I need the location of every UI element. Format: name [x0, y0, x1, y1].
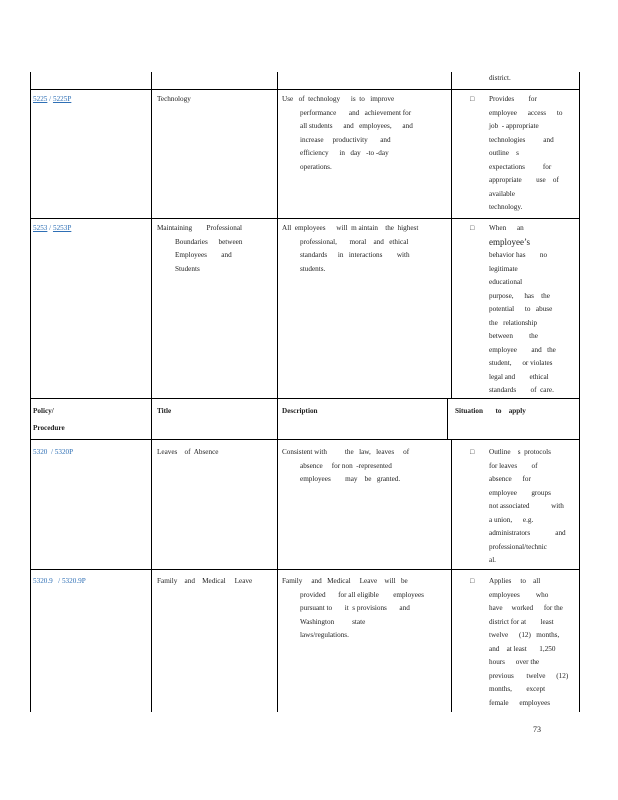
title-cell: Leaves of Absence	[157, 448, 219, 456]
description-cell	[282, 446, 442, 487]
situation-line: employee’s	[489, 236, 530, 247]
situation-line: job - appropriate	[489, 122, 539, 130]
situation-line: between the	[489, 332, 538, 340]
header-title: Title	[157, 407, 172, 415]
description-line: all students and employees, and	[300, 122, 413, 130]
situation-line: employee and the	[489, 345, 556, 354]
situation-line: hours over the	[489, 658, 540, 666]
situation-line: legal and ethical	[489, 372, 549, 381]
header-bottom-border	[30, 439, 580, 440]
column-divider-2	[277, 72, 278, 712]
policy-separator: /	[49, 224, 52, 232]
situation-line: district for at least	[489, 617, 554, 626]
checkbox-bullet-icon: □	[470, 448, 475, 456]
situation-line: employees who	[489, 590, 549, 599]
description-line: operations.	[300, 162, 332, 171]
title-cell	[157, 222, 252, 276]
situation-line: absence for	[489, 475, 531, 483]
policy-cell: 5320.9 / 5320.9P	[33, 577, 86, 585]
situation-line: behavior has no	[489, 251, 548, 259]
situation-line: technology.	[489, 203, 523, 211]
policy-link-5225[interactable]: 5225	[33, 95, 48, 103]
description-line: Family and Medical Leave will be	[282, 577, 408, 585]
situation-cell	[489, 575, 574, 710]
checkbox-bullet-icon: □	[470, 95, 475, 103]
situation-line: Applies to all	[489, 577, 541, 585]
situation-line: legitimate	[489, 264, 518, 273]
description-line: All employees will m aintain the highest	[282, 224, 419, 232]
situation-line: not associated with	[489, 502, 564, 510]
situation-line: expectations for	[489, 162, 552, 171]
situation-line: purpose, has the	[489, 291, 550, 300]
header-policy-line: Policy/	[33, 407, 54, 415]
situation-line: for leaves of	[489, 461, 538, 470]
situation-line: potential to abuse	[489, 305, 553, 313]
page-number: 73	[533, 725, 541, 734]
description-line: professional, moral and ethical	[300, 237, 409, 246]
column-divider-3-header	[447, 398, 448, 439]
description-line: increase productivity and	[300, 135, 391, 144]
column-divider-3-upper	[451, 72, 452, 398]
title-line: Boundaries between	[175, 237, 243, 246]
situation-line: outline s	[489, 149, 519, 157]
table-border-right	[579, 72, 580, 712]
situation-line: student, or violates	[489, 359, 553, 367]
policy-cell: 5320 / 5320P	[33, 448, 74, 456]
description-line: efficiency in day -to -day	[300, 149, 389, 157]
column-divider-3-lower	[451, 439, 452, 712]
situation-line: the relationship	[489, 318, 538, 327]
title-cell: Family and Medical Leave	[157, 577, 253, 585]
description-line: standards in interactions with	[300, 251, 410, 259]
description-line: employees may be granted.	[300, 475, 401, 483]
description-line: pursuant to it s provisions and	[300, 604, 410, 612]
situation-line: twelve (12) months,	[489, 631, 560, 639]
situation-line: technologies and	[489, 135, 554, 144]
situation-line: al.	[489, 556, 496, 564]
situation-line: and at least 1,250	[489, 644, 556, 653]
description-line: Consistent with the law, leaves of	[282, 448, 410, 456]
row-divider-4	[30, 569, 580, 570]
title-line: Employees and	[175, 251, 232, 259]
situation-line: Outline s protocols	[489, 448, 551, 456]
situation-line: employee groups	[489, 488, 551, 497]
policy-cell	[33, 93, 71, 107]
row-divider-1	[30, 89, 580, 90]
policy-link-5253[interactable]: 5253	[33, 224, 48, 232]
situation-line: a union, e.g.	[489, 515, 534, 524]
column-divider-1	[151, 72, 152, 712]
header-top-border	[30, 398, 580, 399]
title-line: Maintaining Professional	[157, 224, 243, 232]
procedure-link-5225p[interactable]: 5225P	[52, 95, 72, 103]
description-cell	[282, 575, 442, 643]
situation-line: administrators and	[489, 529, 566, 537]
situation-cell	[489, 93, 574, 215]
table-border-left	[30, 72, 31, 712]
procedure-link-5253p[interactable]: 5253P	[52, 224, 72, 232]
situation-line: months, except	[489, 685, 546, 693]
situation-cell	[489, 446, 574, 568]
checkbox-bullet-icon: □	[470, 224, 475, 232]
situation-line: employee access to	[489, 108, 563, 117]
header-situation: Situation to apply	[455, 407, 526, 415]
header-policy-line: Procedure	[33, 423, 65, 432]
situation-line: appropriate use of	[489, 176, 559, 184]
policy-separator: /	[49, 95, 52, 103]
situation-line: standards of care.	[489, 386, 554, 394]
situation-line: When an	[489, 224, 524, 232]
situation-line: female employees	[489, 698, 551, 707]
checkbox-bullet-icon: □	[470, 577, 475, 585]
situation-line: available	[489, 189, 515, 198]
description-line: Washington state	[300, 617, 366, 626]
situation-continuation	[489, 72, 574, 86]
header-policy	[33, 405, 65, 435]
policy-cell	[33, 222, 71, 236]
description-line: students.	[300, 264, 326, 273]
title-line: Students	[175, 264, 200, 273]
header-description: Description	[282, 407, 318, 415]
title-cell: Technology	[157, 95, 191, 103]
situation-line: educational	[489, 278, 523, 286]
situation-line: professional/technic	[489, 542, 547, 551]
description-line: Use of technology is to improve	[282, 95, 395, 103]
situation-line: previous twelve (12)	[489, 671, 569, 680]
description-line: provided for all eligible employees	[300, 590, 424, 599]
description-line: absence for non -represented	[300, 461, 392, 470]
description-line: laws/regulations.	[300, 631, 349, 639]
situation-line: have worked for the	[489, 604, 563, 612]
row-divider-2	[30, 218, 580, 219]
description-line: performance and achievement for	[300, 108, 412, 117]
description-cell	[282, 222, 442, 276]
situation-line: district.	[489, 74, 511, 82]
situation-cell	[489, 222, 574, 398]
situation-line: Provides for	[489, 95, 537, 103]
description-cell	[282, 93, 432, 174]
